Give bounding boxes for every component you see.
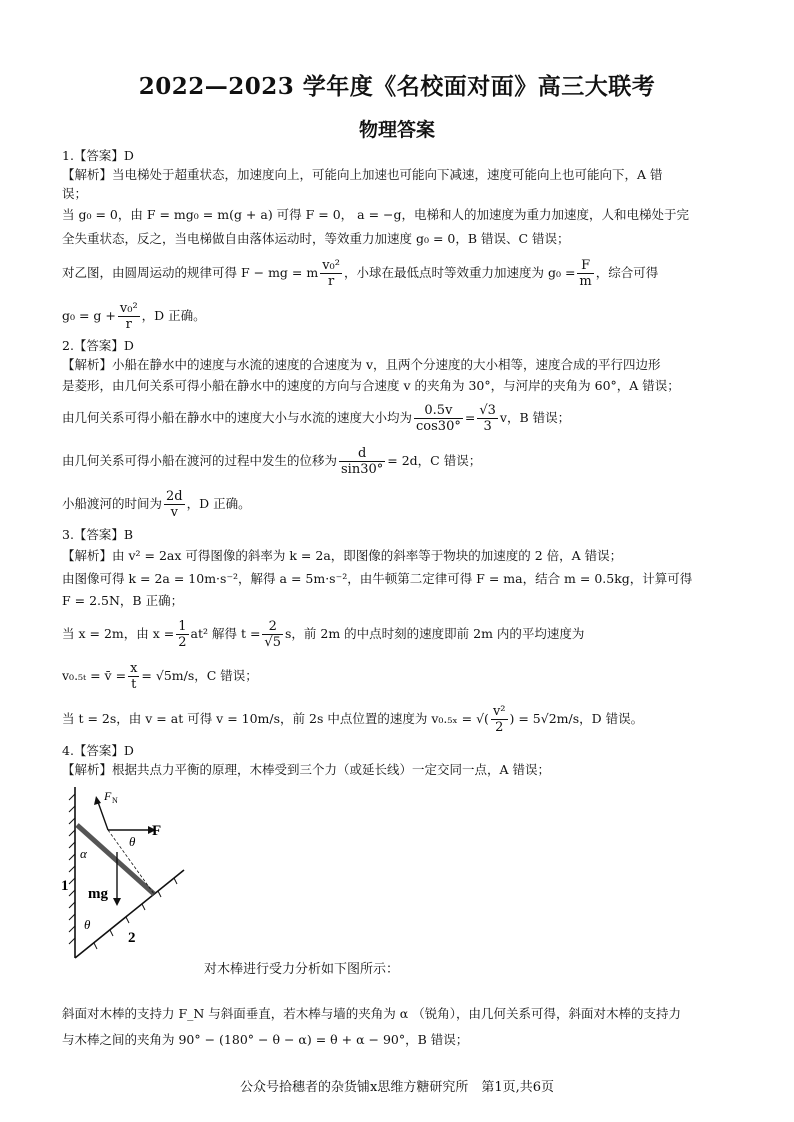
q2-line-4-b: = 2d，C 错误； (387, 453, 482, 468)
denominator: cos30° (416, 419, 461, 434)
q3-line-2: 由图像可得 k = 2a = 10m·s⁻²，解得 a = 5m·s⁻²，由牛顿第二定律可得 F = ma，结合 m = 0.5kg，计算可得 (62, 571, 693, 586)
numerator: d (357, 446, 367, 461)
fraction (118, 301, 140, 332)
q1-line-2: 误； (62, 186, 88, 201)
denominator: m (579, 274, 592, 289)
fraction (414, 403, 463, 434)
numerator: x (130, 661, 138, 676)
fraction (491, 704, 508, 735)
q2-line-3-a: 由几何关系可得小船在静水中的速度大小与水流的速度大小均为 (62, 410, 413, 425)
q1-line-6-b: ，D 正确。 (141, 308, 206, 323)
q1-line-5-a: 对乙图，由圆周运动的规律可得 F − mg = m (62, 265, 319, 280)
q1-line-3: 当 g₀ = 0，由 F = mg₀ = m(g + a) 可得 F = 0， a = −g，电梯和人的加速度为重力加速度，人和电梯处于完 (62, 207, 690, 222)
q2-line-5 (62, 484, 742, 524)
q3-line-4-c: s，前 2m 的中点时刻的速度即前 2m 内的平均速度为 (284, 626, 585, 641)
q2-line-3-b: v，B 错误； (499, 410, 571, 425)
numerator: F (581, 258, 591, 273)
q3-line-6-a: 当 t = 2s，由 v = at 可得 v = 10m/s，前 2s 中点位置的速度为 v₀.₅ₓ = √( (62, 711, 489, 726)
fraction (577, 258, 593, 289)
wall-hatching (69, 794, 75, 944)
label-incline-2: 2 (128, 930, 136, 946)
q4-answer: 4.【答案】D (62, 743, 134, 758)
fraction (128, 661, 139, 692)
q2-line-3 (62, 398, 742, 438)
denominator: 2 (178, 635, 187, 650)
q2-line-5-a: 小船渡河的时间为 (62, 496, 163, 511)
q3-line-3: F = 2.5N，B 正确； (62, 593, 184, 608)
q1-line-4: 全失重状态，反之，当电梯做自由落体运动时，等效重力加速度 g₀ = 0，B 错误、C 错误； (62, 231, 570, 246)
q1-answer: 1.【答案】D (62, 148, 134, 163)
force-diagram (60, 782, 200, 962)
force-fn-arrowhead (94, 796, 101, 805)
label-fn-sub: N (112, 796, 118, 805)
q3-line-5-b: = √5m/s，C 错误； (141, 668, 258, 683)
rod (77, 825, 154, 894)
q4-line-1: 【解析】根据共点力平衡的原理，木棒受到三个力（或延长线）一定交同一点，A 错误； (62, 762, 551, 777)
numerator: 0.5v (424, 403, 453, 418)
q2-line-5-b: ，D 正确。 (186, 496, 251, 511)
q4-line-3: 与木棒之间的夹角为 90° − (180° − θ − α) = θ + α − 90°，B 错误； (62, 1032, 469, 1047)
denominator: r (320, 273, 342, 289)
equals-sign: = (464, 410, 476, 425)
force-fn-arrow (98, 802, 108, 830)
label-mg: mg (88, 886, 108, 902)
denominator: sin30° (341, 462, 384, 477)
denominator: √5 (264, 635, 281, 650)
q3-line-4 (62, 614, 742, 654)
fraction (339, 446, 385, 477)
q2-answer: 2.【答案】D (62, 338, 134, 353)
q2-line-4-a: 由几何关系可得小船在渡河的过程中发生的位移为 (62, 453, 338, 468)
q3-line-6 (62, 699, 742, 739)
q3-line-5 (62, 656, 742, 696)
q3-line-4-b: at² 解得 t = (190, 626, 261, 641)
page-footer: 公众号拾穗者的杂货铺x思维方糖研究所 第1页,共6页 (239, 1080, 554, 1095)
numerator: 2d (166, 489, 183, 504)
q3-line-5-a: v₀.₅ₜ = v̄ = (62, 668, 127, 683)
denominator: t (128, 676, 139, 692)
q4-line-2: 斜面对木棒的支持力 F_N 与斜面垂直，若木棒与墙的夹角为 α （锐角），由几何关系可得，斜面对木棒的支持力 (62, 1006, 681, 1021)
figure-caption: 对木棒进行受力分析如下图所示： (204, 962, 400, 977)
denominator: v (164, 504, 185, 520)
q3-line-6-b: ) = 5√2m/s，D 错误。 (509, 711, 644, 726)
fraction (262, 619, 283, 650)
label-wall-1: 1 (61, 878, 69, 894)
fraction (164, 489, 185, 520)
label-theta-1: θ (129, 834, 136, 849)
denominator: 2 (491, 719, 508, 735)
q1-line-1: 【解析】当电梯处于超重状态，加速度向上，可能向上加速也可能向下减速，速度可能向上也可能向下，A 错 (62, 167, 663, 182)
label-alpha: α (80, 846, 87, 861)
q1-line-6-a: g₀ = g + (62, 308, 116, 323)
fraction (477, 403, 498, 434)
page-subtitle: 物理答案 (358, 119, 435, 141)
numerator: √3 (479, 403, 496, 418)
force-mg-arrowhead (113, 898, 121, 906)
denominator: r (118, 316, 140, 332)
q3-line-4-a: 当 x = 2m，由 x = (62, 626, 175, 641)
q1-line-5-c: ，综合可得 (595, 265, 659, 280)
label-fn: F (104, 789, 112, 803)
label-f: F (152, 823, 162, 839)
numerator: v² (492, 704, 506, 719)
q2-line-4 (62, 441, 742, 481)
q1-line-6 (62, 298, 742, 334)
numerator: 2 (268, 619, 277, 634)
numerator: v₀² (322, 258, 340, 273)
numerator: v₀² (119, 301, 138, 316)
fraction (176, 619, 188, 650)
page-title: 2022—2023 学年度《名校面对面》高三大联考 (138, 73, 656, 100)
q3-answer: 3.【答案】B (62, 527, 134, 542)
q1-line-5 (62, 255, 742, 291)
q1-line-5-b: ，小球在最低点时等效重力加速度为 g₀ = (343, 265, 576, 280)
q2-line-1: 【解析】小船在静水中的速度与水流的速度的合速度为 v，且两个分速度的大小相等，速度合成的平行四边形 (62, 357, 661, 372)
numerator: 1 (178, 619, 187, 634)
denominator: 3 (477, 418, 498, 434)
label-theta-2: θ (84, 917, 91, 932)
q2-line-2: 是菱形，由几何关系可得小船在静水中的速度的方向与合速度 v 的夹角为 30°，与河岸的夹角为 60°，A 错误； (62, 378, 680, 393)
q3-line-1: 【解析】由 v² = 2ax 可得图像的斜率为 k = 2a，即图像的斜率等于物块的加速度的 2 倍，A 错误； (62, 548, 623, 563)
fraction (320, 258, 342, 289)
